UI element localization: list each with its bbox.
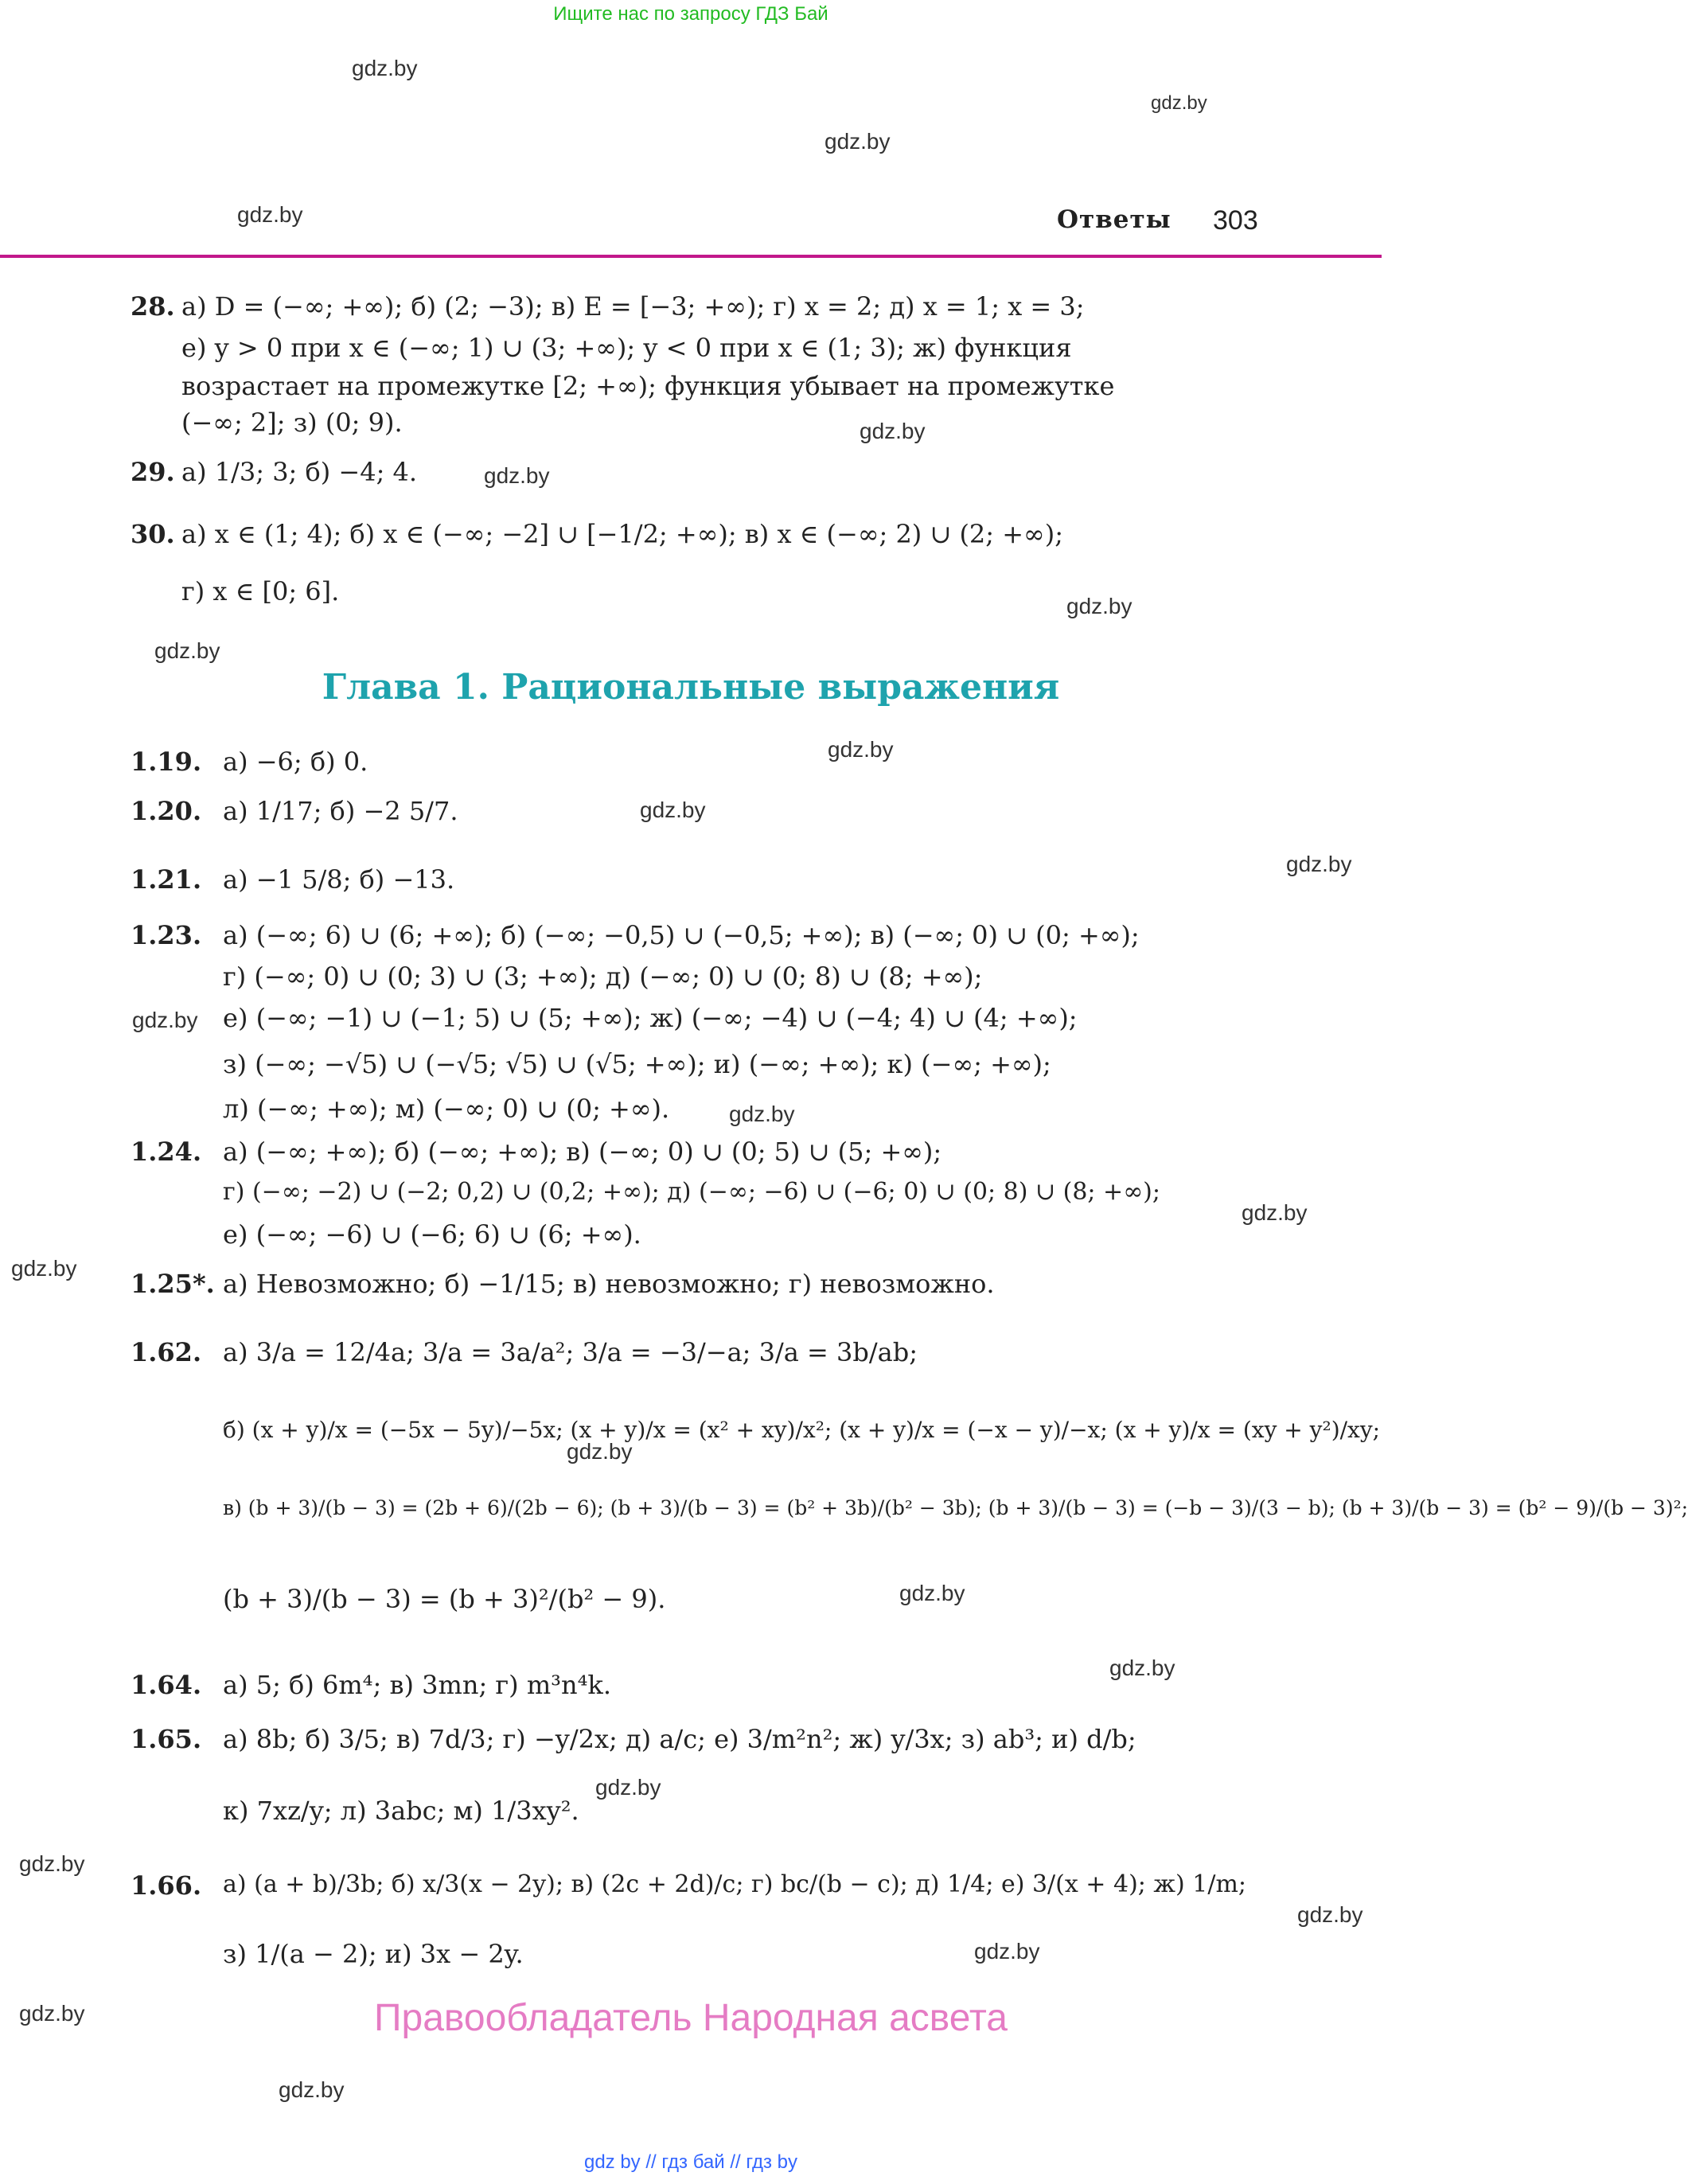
answer-line: г) x ∈ [0; 6]. [181,576,340,606]
answer-number: 1.62. [131,1337,202,1367]
answer-line: а) (−∞; 6) ∪ (6; +∞); б) (−∞; −0,5) ∪ (−0,5; +∞); в) (−∞; 0) ∪ (0; +∞); [223,920,1140,950]
watermark: gdz.by [484,463,550,488]
watermark: gdz.by [1286,852,1352,876]
answer-number: 1.21. [131,864,202,895]
answer-line: е) (−∞; −6) ∪ (−6; 6) ∪ (6; +∞). [223,1219,641,1250]
answer-line: а) Невозможно; б) −1/15; в) невозможно; г) невозможно. [223,1269,995,1299]
answer-line: а) D = (−∞; +∞); б) (2; −3); в) E = [−3; +∞); г) x = 2; д) x = 1; x = 3; [181,291,1085,322]
watermark: gdz.by [1242,1200,1308,1225]
watermark: gdz.by [860,419,926,443]
answer-line: а) (−∞; +∞); б) (−∞; +∞); в) (−∞; 0) ∪ (0; 5) ∪ (5; +∞); [223,1137,942,1167]
watermark: gdz.by [567,1439,633,1464]
answer-line: (b + 3)/(b − 3) = (b + 3)²/(b² − 9). [223,1584,666,1614]
answer-line: к) 7xz/y; л) 3abc; м) 1/3xy². [223,1796,579,1826]
answer-line: а) −1 5/8; б) −13. [223,864,455,895]
answer-number: 1.19. [131,747,202,777]
watermark: gdz.by [825,129,891,154]
page-number: 303 [1213,205,1258,236]
answer-line: возрастает на промежутке [2; +∞); функция убывает на промежутке [181,371,1115,401]
chapter-title: Глава 1. Рациональные выражения [322,667,1060,708]
answer-line: в) (b + 3)/(b − 3) = (2b + 6)/(2b − 6); (b + 3)/(b − 3) = (b² + 3b)/(b² − 3b); (b + 3)/(b − 3) = (−b − 3)/(3 − b); (b + 3)/(b − 3) = (b² − 9)/(b − 3)²; [223,1496,1688,1519]
answer-line: а) 3/a = 12/4a; 3/a = 3a/a²; 3/a = −3/−a; 3/a = 3b/ab; [223,1337,918,1367]
watermark: gdz.by [899,1581,965,1605]
header-rule [0,255,1382,258]
watermark: gdz.by [19,1851,85,1876]
watermark: gdz.by [132,1008,198,1032]
answer-number: 1.25*. [131,1269,215,1299]
watermark: gdz.by [352,56,418,80]
answer-line: г) (−∞; −2) ∪ (−2; 0,2) ∪ (0,2; +∞); д) (−∞; −6) ∪ (−6; 0) ∪ (0; 8) ∪ (8; +∞); [223,1178,1160,1206]
watermark: gdz.by [19,2001,85,2026]
answer-number: 28. [131,291,175,322]
answer-line: з) 1/(a − 2); и) 3x − 2y. [223,1939,524,1969]
answer-line: е) y > 0 при x ∈ (−∞; 1) ∪ (3; +∞); y < 0 при x ∈ (1; 3); ж) функция [181,333,1072,363]
answer-number: 30. [131,519,175,549]
watermark: gdz.by [1151,92,1207,114]
answer-line: а) 5; б) 6m⁴; в) 3mn; г) m³n⁴k. [223,1670,611,1700]
answer-number: 1.66. [131,1870,202,1901]
answer-line: л) (−∞; +∞); м) (−∞; 0) ∪ (0; +∞). [223,1094,670,1124]
watermark: gdz.by [1109,1656,1175,1680]
answer-number: 1.65. [131,1724,202,1754]
watermark: gdz.by [154,638,220,663]
answer-line: а) x ∈ (1; 4); б) x ∈ (−∞; −2] ∪ [−1/2; +∞); в) x ∈ (−∞; 2) ∪ (2; +∞); [181,519,1063,549]
answer-line: е) (−∞; −1) ∪ (−1; 5) ∪ (5; +∞); ж) (−∞; −4) ∪ (−4; 4) ∪ (4; +∞); [223,1003,1078,1033]
watermark: gdz.by [1066,594,1132,618]
answer-line: з) (−∞; −√5) ∪ (−√5; √5) ∪ (√5; +∞); и) (−∞; +∞); к) (−∞; +∞); [223,1049,1051,1079]
watermark: gdz.by [640,798,706,822]
watermark: gdz.by [974,1939,1040,1964]
bottom-banner-link[interactable]: gdz by // гдз бай // гдз by [583,2151,798,2173]
watermark: gdz.by [729,1102,795,1126]
answer-number: 1.24. [131,1137,202,1167]
copyright-holder: Правообладатель Народная асвета [374,1997,1008,2039]
answer-line: а) 1/17; б) −2 5/7. [223,796,458,826]
answer-number: 1.23. [131,920,202,950]
answer-number: 29. [131,457,175,487]
answer-line: г) (−∞; 0) ∪ (0; 3) ∪ (3; +∞); д) (−∞; 0) ∪ (0; 8) ∪ (8; +∞); [223,961,983,992]
answer-line: (−∞; 2]; з) (0; 9). [181,408,403,438]
answer-number: 1.20. [131,796,202,826]
watermark: gdz.by [237,202,303,227]
answer-number: 1.64. [131,1670,202,1700]
watermark: gdz.by [1297,1902,1363,1927]
answer-line: а) 8b; б) 3/5; в) 7d/3; г) −y/2x; д) a/c; е) 3/m²n²; ж) y/3x; з) ab³; и) d/b; [223,1724,1136,1754]
running-header-section: Ответы [1057,205,1171,234]
top-banner[interactable]: Ищите нас по запросу ГДЗ Бай [553,3,828,25]
watermark: gdz.by [279,2077,345,2102]
answer-line: а) 1/3; 3; б) −4; 4. [181,457,418,487]
answer-line: б) (x + y)/x = (−5x − 5y)/−5x; (x + y)/x = (x² + xy)/x²; (x + y)/x = (−x − y)/−x; (x + y)/x = (xy + y²)/xy; [223,1417,1381,1443]
answer-line: а) (a + b)/3b; б) x/3(x − 2y); в) (2c + 2d)/c; г) bc/(b − c); д) 1/4; е) 3/(x + 4); ж) 1/m; [223,1870,1247,1898]
watermark: gdz.by [595,1775,661,1800]
watermark: gdz.by [828,737,894,762]
answer-line: а) −6; б) 0. [223,747,368,777]
watermark: gdz.by [11,1256,77,1281]
